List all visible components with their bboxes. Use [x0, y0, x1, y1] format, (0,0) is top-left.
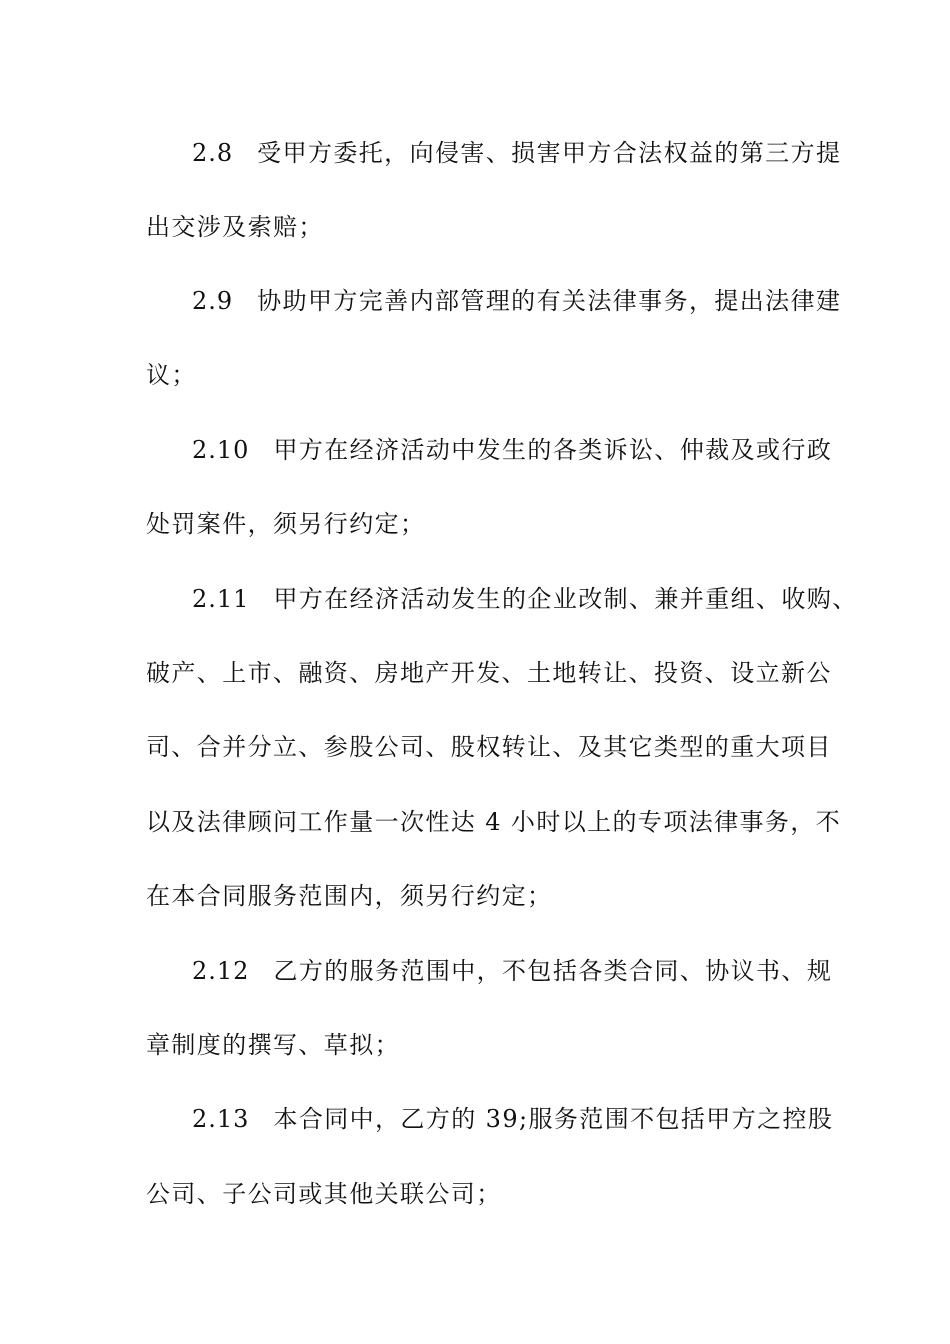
clause-number: 2.9: [192, 287, 234, 315]
clause-text: 协助甲方完善内部管理的有关法律事务，提出法律建: [257, 287, 842, 315]
paragraph-2-13-line-1: [192, 1104, 833, 1134]
clause-text: 本合同中，乙方的 39;服务范围不包括甲方之控股: [273, 1105, 834, 1133]
clause-text: 甲方在经济活动发生的企业改制、兼并重组、收购、: [273, 585, 858, 613]
paragraph-2-11-line-5: 在本合同服务范围内，须另行约定；: [146, 882, 553, 910]
clause-text: 甲方在经济活动中发生的各类诉讼、仲裁及或行政: [273, 436, 833, 464]
clause-number: 2.11: [192, 585, 250, 613]
paragraph-2-8-line-1: [192, 138, 841, 168]
paragraph-2-11-line-4: 以及法律顾问工作量一次性达 4 小时以上的专项法律事务，不: [146, 808, 842, 836]
clause-number: 2.10: [192, 436, 250, 464]
paragraph-2-8-line-2: 出交涉及索赔；: [146, 213, 324, 241]
clause-number: 2.12: [192, 957, 250, 985]
paragraph-2-11-line-3: 司、合并分立、参股公司、股权转让、及其它类型的重大项目: [146, 733, 832, 761]
clause-text: 乙方的服务范围中，不包括各类合同、协议书、规: [273, 957, 833, 985]
paragraph-2-10-line-1: [192, 435, 832, 465]
clause-number: 2.13: [192, 1105, 250, 1133]
paragraph-2-12-line-1: [192, 956, 832, 986]
paragraph-2-10-line-2: 处罚案件，须另行约定；: [146, 510, 426, 538]
paragraph-2-9-line-2: 议；: [146, 361, 197, 389]
paragraph-2-11-line-1: [192, 584, 858, 614]
paragraph-2-11-line-2: 破产、上市、融资、房地产开发、土地转让、投资、设立新公: [146, 659, 832, 687]
paragraph-2-13-line-2: 公司、子公司或其他关联公司；: [146, 1180, 502, 1208]
clause-number: 2.8: [192, 139, 234, 167]
paragraph-2-9-line-1: [192, 286, 841, 316]
paragraph-2-12-line-2: 章制度的撰写、草拟；: [146, 1031, 400, 1059]
clause-text: 受甲方委托，向侵害、损害甲方合法权益的第三方提: [257, 139, 842, 167]
